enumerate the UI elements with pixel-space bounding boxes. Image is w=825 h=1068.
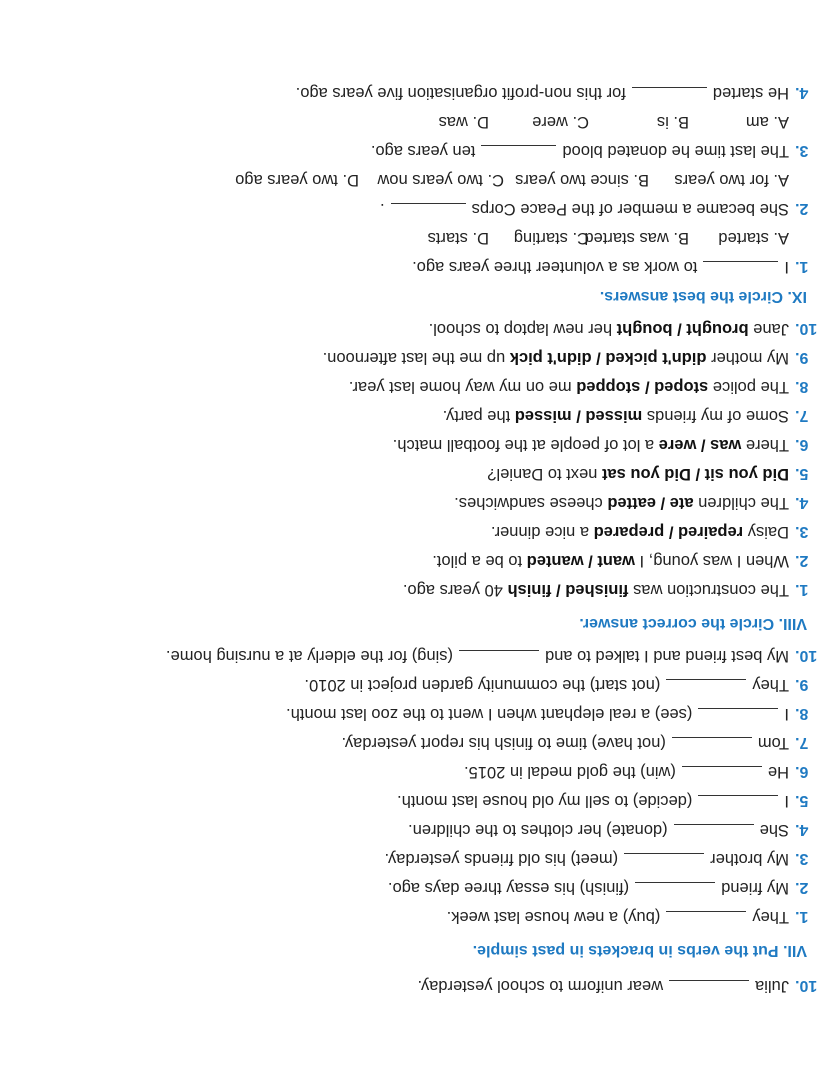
answer-blank[interactable] [391,203,466,220]
answer-options[interactable]: ate / eatted [607,494,694,512]
ix-q1-options [0,223,789,253]
viii-item-9: 9.My mother didn't picked / didn't pick up me the last afternoon. [322,349,809,367]
ix-q1: 1.Ito work as a volunteer three years ago. [412,258,809,276]
answer-options[interactable]: didn't picked / didn't pick [509,349,707,367]
option-c[interactable]: C. starting [513,229,589,247]
vii-item-4: 4.She(donate) her clothes to the children. [408,821,809,839]
ix-q3: 3.The last time he donated bloodten years ago. [370,142,809,160]
section-ix-heading: IX. Circle the best answers. [599,288,807,305]
viii-item-1: 1.The construction was finished / finish 40 years ago. [402,581,809,599]
vii-item-9: 9.They(not start) the community garden project in 2010. [304,676,809,694]
answer-blank[interactable] [672,737,752,754]
answer-blank[interactable] [624,853,704,870]
answer-blank[interactable] [481,145,556,162]
answer-blank[interactable] [666,911,746,928]
answer-options[interactable]: brought / bought [616,320,749,338]
viii-item-6: 6.There was / were a lot of people at the football match. [392,436,809,454]
option-d[interactable]: D. was [438,113,489,131]
option-c[interactable]: C. two years now [377,171,504,189]
viii-item-7: 7.Some of my friends missed / missed the party. [442,407,809,425]
ix-q4: 4.He startedfor this non-profit organisation five years ago. [295,84,809,102]
answer-blank[interactable] [674,824,754,841]
viii-item-8: 8.The police stoped / stopped me on my way home last year. [348,378,809,396]
option-b[interactable]: B. is [656,113,689,131]
vii-item-8: 8.I(see) a real elephant when I went to the zoo last month. [286,705,809,723]
option-b[interactable]: B. was started [584,229,689,247]
answer-blank[interactable] [666,679,746,696]
viii-item-2: 2.When I was young, I want / wanted to be a pilot. [432,552,809,570]
option-d[interactable]: D. two years ago [235,171,359,189]
answer-blank[interactable] [698,708,778,725]
vii-item-2: 2.My friend(finish) his essay three days ago. [387,879,809,897]
answer-options[interactable]: was / were [658,436,742,454]
answer-options[interactable]: want / wanted [526,552,635,570]
vii-item-3: 3.My brother(meet) his old friends yesterday. [384,850,809,868]
answer-blank[interactable] [635,882,715,899]
viii-item-4: 4.The children ate / eatted cheese sandwiches. [454,494,809,512]
answer-blank[interactable] [682,766,762,783]
vii-item-10: 10.My best friend and I talked to and(sing) for the elderly at a nursing home. [165,647,818,665]
option-d[interactable]: D. starts [427,229,489,247]
viii-item-5: 5.Did you sit / Did you sat next to Daniel? [487,465,809,483]
ix-q2-options [0,165,789,195]
option-a[interactable]: A. am [745,113,789,131]
answer-options[interactable]: missed / missed [514,407,643,425]
option-b[interactable]: B. since two years [515,171,649,189]
option-c[interactable]: C. were [532,113,589,131]
section-viii-heading: VIII. Circle the correct answer. [579,615,807,632]
section-vii-heading: VII. Put the verbs in brackets in past simple. [472,942,807,959]
answer-blank[interactable] [632,87,707,104]
vii-item-6: 6.He(win) the gold medal in 2015. [464,763,809,781]
option-a[interactable]: A. for two years [674,171,789,189]
vii-item-5: 5.I(decide) to sell my old house last month. [397,792,809,810]
ix-q3-options [0,107,789,137]
answer-blank[interactable] [698,795,778,812]
vi-item-10: 10.Juliawear uniform to school yesterday. [417,977,818,995]
answer-options[interactable]: stoped / stopped [576,378,709,396]
answer-options[interactable]: Did you sit / Did you sat [601,465,789,483]
vii-item-7: 7.Tom(not have) time to finish his report yesterday. [341,734,809,752]
answer-blank[interactable] [703,261,778,278]
answer-options[interactable]: repaired / prepared [593,523,744,541]
answer-blank[interactable] [459,650,539,667]
answer-blank[interactable] [669,980,749,997]
viii-item-10: 10.Jane brought / bought her new laptop to school. [428,320,818,338]
viii-item-3: 3.Daisy repaired / prepared a nice dinner. [490,523,809,541]
option-a[interactable]: A. started [718,229,789,247]
vii-item-1: 1.They(buy) a new house last week. [446,908,809,926]
ix-q2: 2.She became a member of the Peace Corps. [380,200,809,218]
answer-options[interactable]: finished / finish [507,581,629,599]
